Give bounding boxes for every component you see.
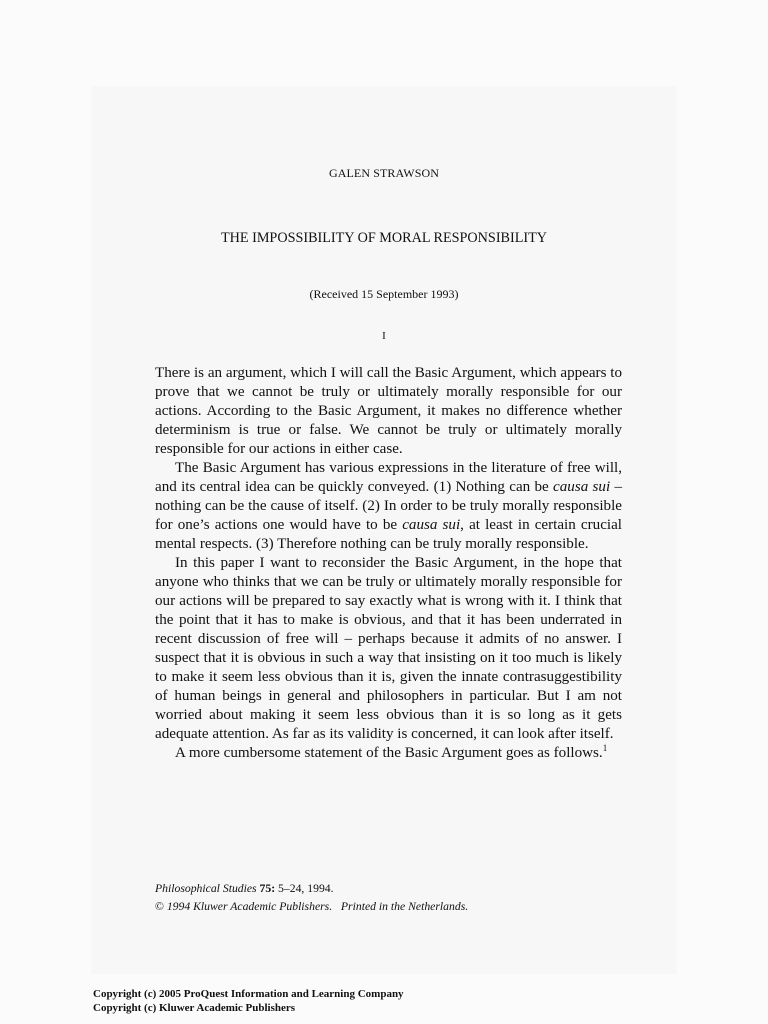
footnote-marker[interactable]: 1 <box>602 743 608 753</box>
copyright-footer <box>93 987 404 1015</box>
journal-pages: 5–24, 1994. <box>275 882 334 895</box>
copyright-line: Copyright (c) Kluwer Academic Publishers <box>93 1002 296 1014</box>
paragraph-3: In this paper I want to reconsider the Basic Argument, in the hope that anyone who thinks that we can be truly or ultimately morally responsible for our actions will be prepared to say exactly what is wrong with it. I think that the point that it has to make is obvious, and that it has been underrated in recent discussion of free will – perhaps because it admits of no answer. I suspect that it is obvious in such a way that insisting on it too much is likely to make it seem less obvious than it is, given the innate contrasuggestibility of human beings in general and philosophers in particular. But I am not worried about making it seem less obvious than it is so long as it gets adequate attention. As far as its validity is concerned, it can look after itself. <box>155 555 622 742</box>
author-name: GALEN STRAWSON <box>328 166 440 180</box>
journal-citation <box>155 880 615 916</box>
paragraph-2 <box>155 459 622 554</box>
citation-line-2 <box>155 898 615 916</box>
paragraph-4 <box>155 744 622 763</box>
paragraph-4-text: A more cumbersome statement of the Basic Argument goes as follows. <box>175 745 603 761</box>
received-date: (Received 15 September 1993) <box>309 287 459 301</box>
section-number: I <box>382 330 386 342</box>
publisher-copyright: 1994 Kluwer Academic Publishers. <box>163 900 333 913</box>
citation-line-1 <box>155 880 615 898</box>
paragraph-1: There is an argument, which I will call the Basic Argument, which appears to prove that we cannot be truly or ultimately morally responsible for our actions. According to the Basic Argument, it makes no difference whether determinism is true or false. We cannot be truly or ultimately morally responsible for our actions in either case. <box>155 365 622 457</box>
causa-sui-term: causa sui <box>553 479 611 495</box>
article-body <box>155 364 622 763</box>
journal-name: Philosophical Studies <box>155 882 257 895</box>
copyright-line: Copyright (c) 2005 ProQuest Information and Learning Company <box>93 988 404 1000</box>
paragraph-2-part-a: The Basic Argument has various expressions in the literature of free will, and its central idea can be quickly conveyed. (1) Nothing can be <box>155 460 622 495</box>
printed-location: Printed in the Netherlands. <box>340 900 469 913</box>
copyright-symbol: © <box>155 900 164 913</box>
causa-sui-term: causa sui <box>402 517 461 533</box>
article-title: THE IMPOSSIBILITY OF MORAL RESPONSIBILITY <box>220 230 548 246</box>
journal-volume: 75: <box>259 882 276 895</box>
paragraph-2-part-c: , at least in certain crucial mental respects. (3) Therefore nothing can be truly morally responsible. <box>155 517 622 552</box>
paragraph-2-part-b: – nothing can be the cause of itself. (2) In order to be truly morally responsible for one’s actions one would have to be <box>155 479 622 533</box>
